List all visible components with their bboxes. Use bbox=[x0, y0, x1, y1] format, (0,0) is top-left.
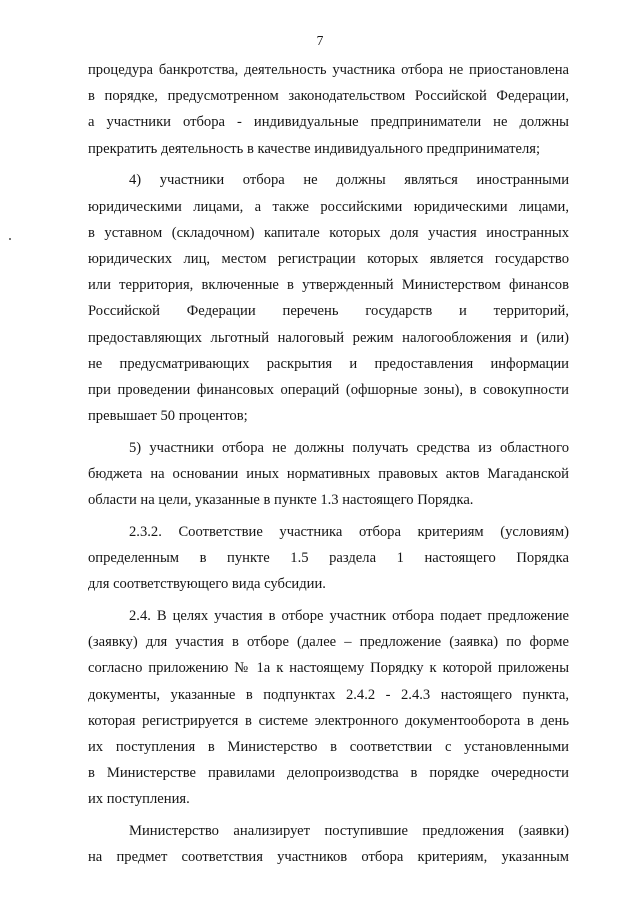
text-line: области на цели, указанные в пункте 1.3 настоящего Порядка. bbox=[88, 492, 474, 509]
text-line: процедура банкротства, деятельность участника отбора не приостановлена bbox=[88, 62, 569, 78]
text-line: бюджета на основании иных нормативных правовых актов Магаданской bbox=[88, 466, 569, 483]
text-line: при проведении финансовых операций (офшорные зоны), в совокупности bbox=[88, 381, 569, 398]
paragraph bbox=[88, 167, 569, 429]
text-line: для соответствующего вида субсидии. bbox=[88, 576, 326, 593]
text-line: превышает 50 процентов; bbox=[88, 408, 248, 425]
text-line: 4) участники отбора не должны являться иностранными bbox=[129, 172, 569, 189]
text-line: в порядке, предусмотренном законодательством Российской Федерации, bbox=[88, 88, 569, 105]
text-line: согласно приложению № 1а к настоящему Порядку к которой приложены bbox=[88, 660, 569, 677]
paragraph bbox=[88, 519, 569, 598]
text-line: 2.4. В целях участия в отборе участник отбора подает предложение bbox=[129, 608, 569, 625]
text-line: прекратить деятельность в качестве индивидуального предпринимателя; bbox=[88, 140, 541, 157]
scan-margin-mark bbox=[9, 238, 11, 240]
paragraph bbox=[88, 818, 569, 870]
text-line: 5) участники отбора не должны получать средства из областного bbox=[129, 439, 569, 456]
text-line: не предусматривающих раскрытия и предоставления информации bbox=[88, 355, 569, 372]
text-line: юридическими лицами, а также российскими юридическими лицами, bbox=[88, 198, 569, 215]
text-line: определенным в пункте 1.5 раздела 1 настоящего Порядка bbox=[88, 550, 569, 567]
text-line: предоставляющих льготный налоговый режим налогообложения и (или) bbox=[88, 329, 569, 346]
text-line: 2.3.2. Соответствие участника отбора критериям (условиям) bbox=[129, 523, 569, 540]
text-line: которая регистрируется в системе электронного документооборота в день bbox=[88, 712, 569, 729]
text-line: Российской Федерации перечень государств и территорий, bbox=[88, 303, 569, 320]
paragraph bbox=[88, 57, 569, 162]
text-line: в уставном (складочном) капитале которых доля участия иностранных bbox=[88, 224, 569, 241]
text-line: документы, указанные в подпунктах 2.4.2 - 2.4.3 настоящего пункта, bbox=[88, 686, 569, 703]
document-body bbox=[88, 57, 569, 871]
text-line: их поступления в Министерство в соответствии с установленными bbox=[88, 739, 569, 756]
paragraph bbox=[88, 603, 569, 813]
text-line: а участники отбора - индивидуальные предприниматели не должны bbox=[88, 114, 569, 131]
text-line: юридических лиц, местом регистрации которых является государство bbox=[88, 250, 569, 267]
text-line: (заявку) для участия в отборе (далее – предложение (заявка) по форме bbox=[88, 634, 569, 651]
text-line: на предмет соответствия участников отбора критериям, указанным bbox=[88, 849, 569, 866]
page-number: 7 bbox=[316, 33, 324, 48]
text-line: или территория, включенные в утвержденный Министерством финансов bbox=[88, 277, 569, 294]
paragraph bbox=[88, 435, 569, 514]
text-line: их поступления. bbox=[88, 791, 190, 808]
text-line: Министерство анализирует поступившие предложения (заявки) bbox=[129, 823, 569, 840]
text-line: в Министерстве правилами делопроизводства в порядке очередности bbox=[88, 765, 569, 782]
